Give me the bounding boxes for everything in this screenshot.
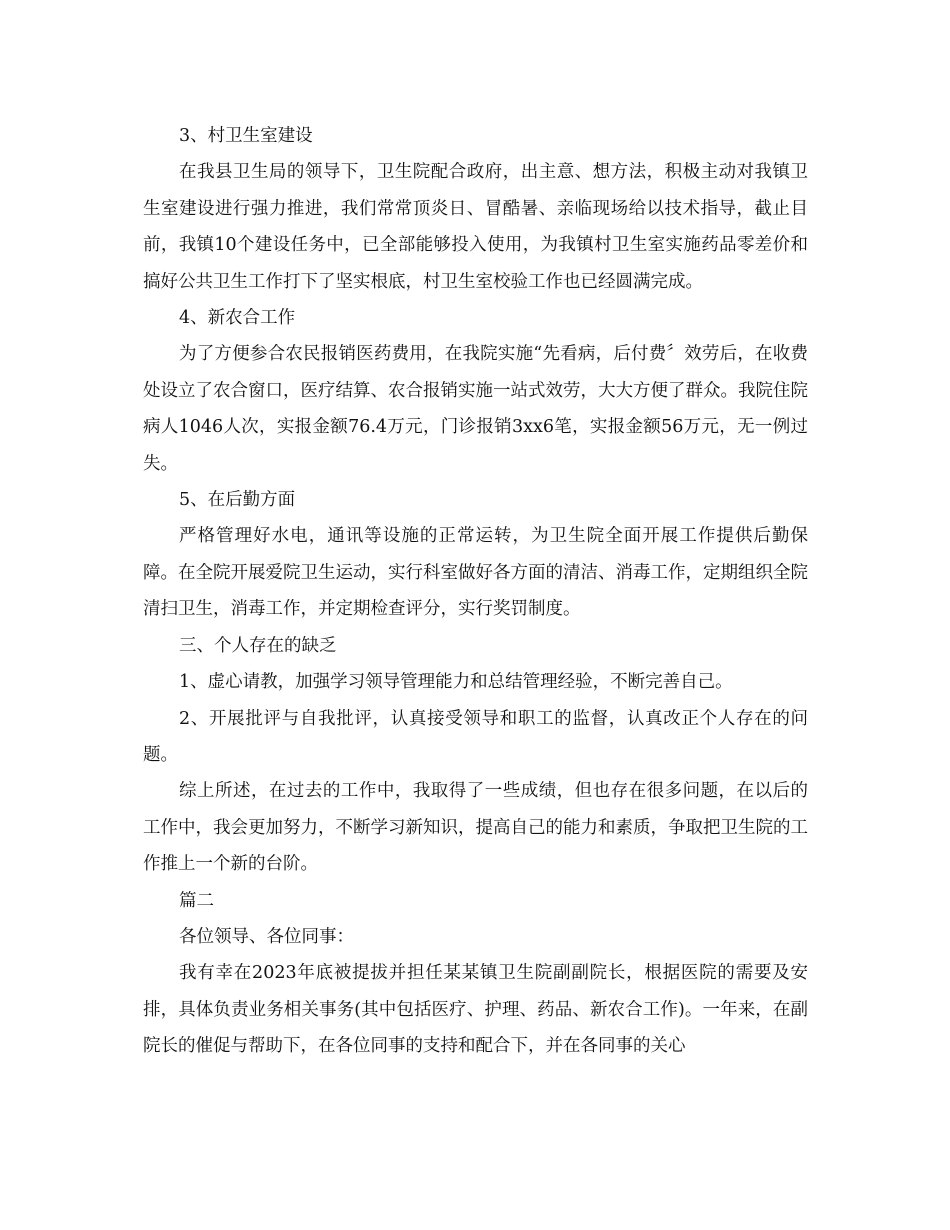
paragraph-village-clinic: 在我县卫生局的领导下，卫生院配合政府，出主意、想方法，积极主动对我镇卫生室建设进行强力推进，我们常常顶炎日、冒酷暑、亲临现场给以技术指导，截止目前，我镇10个建设任务中，已全部能够投入使用，为我镇村卫生室实施药品零差价和搞好公共卫生工作打下了坚实根底，村卫生室校验工作也已经圆满完成。	[143, 162, 808, 292]
paragraph-shortcoming-1: 1、虚心请教，加强学习领导管理能力和总结管理经验，不断完善自己。	[179, 672, 733, 693]
paragraph-shortcoming-2: 2、开展批评与自我批评，认真接受领导和职工的监督，认真改正个人存在的问题。	[143, 708, 808, 765]
section-heading-part-two: 篇二	[179, 890, 214, 911]
paragraph-logistics: 严格管理好水电，通讯等设施的正常运转，为卫生院全面开展工作提供后勤保障。在全院开展爱院卫生运动，实行科室做好各方面的清洁、消毒工作，定期组织全院清扫卫生，消毒工作，并定期检查评分，实行奖罚制度。	[143, 526, 808, 620]
paragraph-greeting: 各位领导、各位同事：	[179, 926, 354, 947]
paragraph-rural-cooperative: 为了方便参合农民报销医药费用，在我院实施“先看病，后付费〞效劳后，在收费处设立了农合窗口，医疗结算、农合报销实施一站式效劳，大大方便了群众。我院住院病人1046人次，实报金额76.4万元，门诊报销3xx6笔，实报金额56万元，无一例过失。	[143, 344, 808, 474]
section-heading-village-clinic: 3、村卫生室建设	[179, 126, 313, 146]
section-heading-rural-cooperative: 4、新农合工作	[179, 308, 296, 329]
paragraph-summary: 综上所述，在过去的工作中，我取得了一些成绩，但也存在很多问题，在以后的工作中，我会更加努力，不断学习新知识，提高自己的能力和素质，争取把卫生院的工作推上一个新的台阶。	[143, 781, 808, 875]
section-heading-shortcomings: 三、个人存在的缺乏	[179, 635, 337, 656]
document-body	[143, 118, 808, 1065]
paragraph-introduction: 我有幸在2023年底被提拔并担任某某镇卫生院副副院长，根据医院的需要及安排，具体负责业务相关事务(其中包括医疗、护理、药品、新农合工作)。一年来，在副院长的催促与帮助下，在各位同事的支持和配合下，并在各同事的关心	[143, 963, 808, 1057]
section-heading-logistics: 5、在后勤方面	[179, 490, 296, 511]
